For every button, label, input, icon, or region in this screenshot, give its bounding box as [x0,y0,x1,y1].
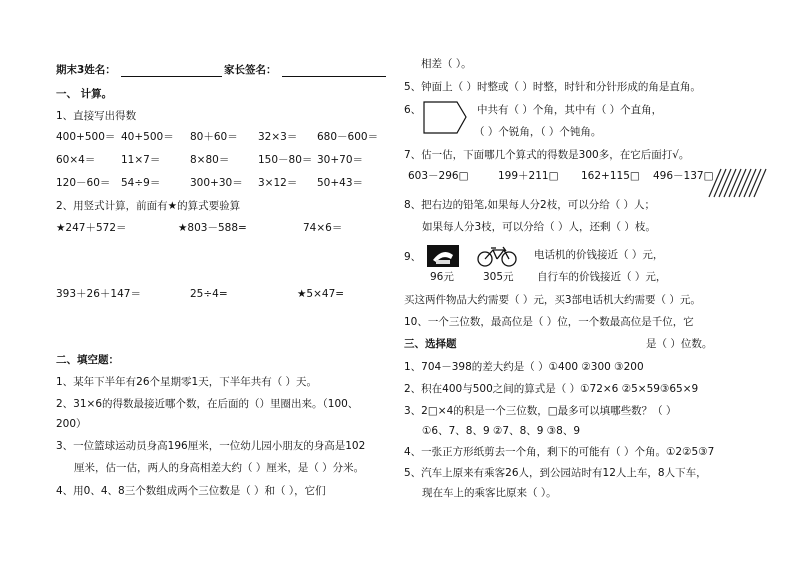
choice-question-4: 4、一张正方形纸剪去一个角，剩下的可能有（ ）个角。①2②5③7 [404,446,715,458]
mental-math-item: 60×4＝ [56,154,96,166]
section-3-title: 三、选择题 [404,338,457,350]
fill-question-4: 4、用0、4、8三个数组成两个三位数是（ ）和（ ），它们 [56,485,326,497]
vertical-calc-item: ★5×47= [297,288,345,300]
telephone-price: 96元 [430,271,454,283]
mental-math-item: 80＋60＝ [190,131,238,143]
vertical-calc-item: ★803－588= [178,222,247,234]
fill-question-9: 电话机的价钱接近（ ）元， [534,249,664,261]
mental-math-item: 150－80＝ [258,154,313,166]
mental-math-item: 680－600＝ [317,131,379,143]
bicycle-icon [476,245,518,267]
fill-question-6-number: 6、 [404,104,422,116]
fill-question-9-bike: 自行车的价钱接近（ ）元， [537,271,667,283]
mental-math-item: 11×7＝ [121,154,161,166]
pencils-figure [707,168,769,198]
choice-question-5: 5、汽车上原来有乘客26人，到公园站时有12人上车，8人下车， [404,467,707,479]
fill-question-9-cont: 买这两件物品大约需要（ ）元，买3部电话机大约需要（ ）元。 [404,294,701,306]
fill-question-4-cont: 相差（ ）。 [421,58,472,70]
choice-question-3-options: ①6、7、8、9 ②7、8、9 ③8、9 [422,425,581,437]
fill-question-6-cont: （ ）个锐角，（ ）个钝角。 [474,126,602,138]
mental-math-item: 400+500＝ [56,131,116,143]
mental-math-item: 30+70＝ [317,154,364,166]
fill-question-8: 8、把右边的铅笔,如果每人分2枝，可以分给（ ）人； [404,199,656,211]
parent-sign-blank[interactable] [282,76,386,77]
parent-sign-label: 家长签名： [224,64,277,76]
vertical-calc-item: 25÷4= [190,288,228,300]
fill-question-2: 2、31×6的得数最接近哪个数，在后面的（）里圈出来。（100、 [56,398,359,410]
pentagon-figure [423,101,468,134]
telephone-icon [427,245,459,267]
fill-question-8-cont: 如果每人分3枝，可以分给（ ）人，还剩（ ）枝。 [422,221,656,233]
choice-question-2: 2、积在400与500之间的算式是（ ）①72×6 ②5×59③65×9 [404,383,699,395]
name-blank[interactable] [121,76,222,77]
fill-question-6: 中共有（ ）个角，其中有（ ）个直角， [477,104,663,116]
fill-question-1: 1、某年下半年有26个星期零1天，下半年共有（ ）天。 [56,376,318,388]
fill-question-7: 7、估一估，下面哪几个算式的得数是300多，在它后面打√。 [404,149,690,161]
bicycle-price: 305元 [483,271,514,283]
name-label: 期末3姓名： [56,64,116,76]
fill-question-3: 3、一位篮球运动员身高196厘米，一位幼儿园小朋友的身高是102 [56,440,366,452]
vertical-calc-item: 393＋26＋147＝ [56,288,141,300]
fill-question-5: 5、钟面上（ ）时整或（ ）时整，时针和分针形成的角是直角。 [404,81,701,93]
mental-math-item: 3×12＝ [258,177,298,189]
choice-question-5-cont: 现在车上的乘客比原来（ ）。 [422,487,557,499]
vertical-calc-item: 74×6＝ [303,222,343,234]
choice-question-3: 3、2□×4的积是一个三位数，□最多可以填哪些数？（ ） [404,405,677,417]
mental-math-item: 54÷9＝ [121,177,161,189]
section-2-title: 二、填空题： [56,354,119,366]
mental-math-item: 32×3＝ [258,131,298,143]
fill-question-10-cont: 是（ ）位数。 [646,338,713,350]
fill-question-10: 10、一个三位数，最高位是（ ）位，一个数最高位是千位，它 [404,316,694,328]
fill-question-9-number: 9、 [404,251,422,263]
estimate-option[interactable]: 199＋211□ [498,170,559,182]
estimate-option[interactable]: 496－137□ [653,170,714,182]
mental-math-item: 50+43＝ [317,177,364,189]
estimate-option[interactable]: 162+115□ [581,170,640,182]
q1-title: 1、直接写出得数 [56,110,137,122]
estimate-option[interactable]: 603－296□ [408,170,469,182]
mental-math-item: 300+30＝ [190,177,243,189]
q2-title: 2、用竖式计算，前面有★的算式要验算 [56,200,241,212]
choice-question-1: 1、704－398的差大约是（ ）①400 ②300 ③200 [404,361,644,373]
vertical-calc-item: ★247＋572＝ [56,222,127,234]
section-1-title: 一、 计算。 [56,88,113,100]
fill-question-2-cont: 200） [56,418,87,430]
mental-math-item: 8×80＝ [190,154,230,166]
mental-math-item: 40+500＝ [121,131,174,143]
fill-question-3-cont: 厘米，估一估，两人的身高相差大约（ ）厘米，是（ ）分米。 [74,462,365,474]
mental-math-item: 120－60＝ [56,177,111,189]
